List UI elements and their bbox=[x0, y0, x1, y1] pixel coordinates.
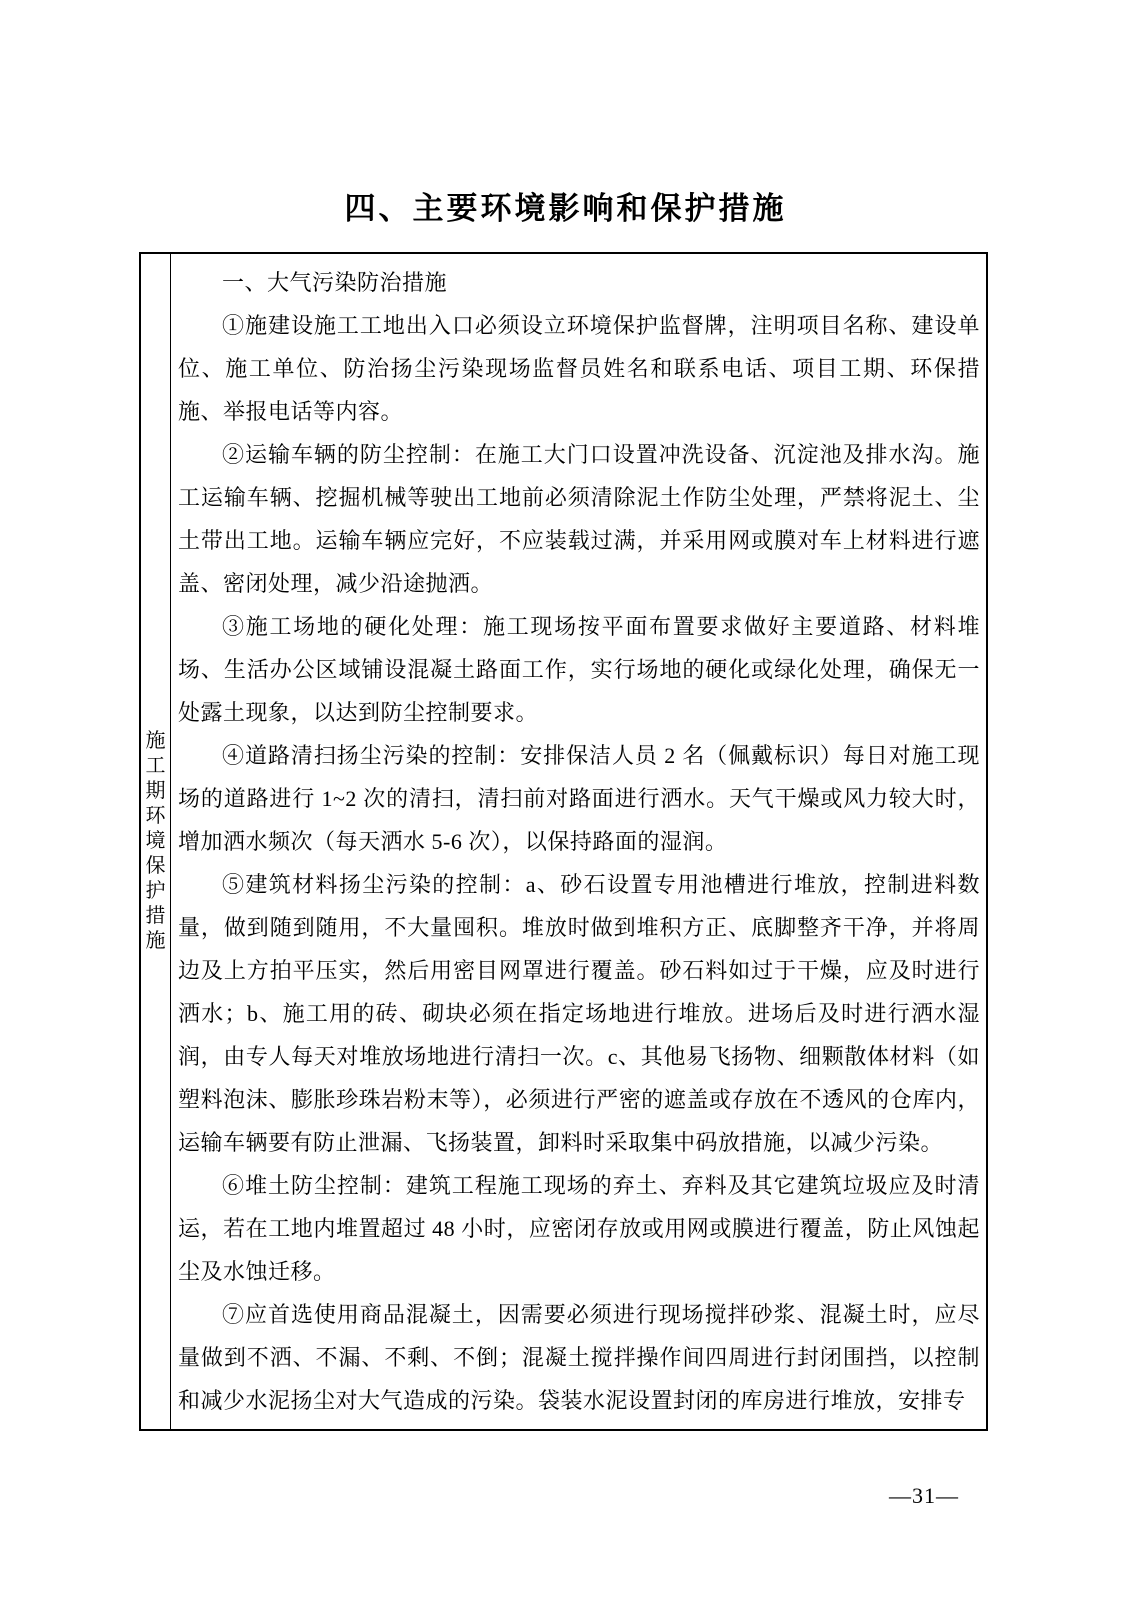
paragraph-3: ③施工场地的硬化处理：施工现场按平面布置要求做好主要道路、材料堆场、生活办公区域铺设混凝土路面工作，实行场地的硬化或绿化处理，确保无一处露土现象，以达到防尘控制要求。 bbox=[178, 614, 980, 725]
paragraph-4: ④道路清扫扬尘污染的控制：安排保洁人员 2 名（佩戴标识）每日对施工现场的道路进行 1~2 次的清扫，清扫前对路面进行洒水。天气干燥或风力较大时，增加洒水频次（每天洒水 5-6 次），以保持路面的湿润。 bbox=[178, 743, 980, 854]
paragraph-6: ⑥堆土防尘控制：建筑工程施工现场的弃土、弃料及其它建筑垃圾应及时清运，若在工地内堆置超过 48 小时，应密闭存放或用网或膜进行覆盖，防止风蚀起尘及水蚀迁移。 bbox=[178, 1173, 980, 1284]
paragraph-2: ②运输车辆的防尘控制：在施工大门口设置冲洗设备、沉淀池及排水沟。施工运输车辆、挖掘机械等驶出工地前必须清除泥土作防尘处理，严禁将泥土、尘土带出工地。运输车辆应完好，不应装载过满，并采用网或膜对车上材料进行遮盖、密闭处理，减少沿途抛洒。 bbox=[178, 442, 980, 596]
measures-table bbox=[139, 252, 988, 1431]
section-heading: 一、大气污染防治措施 bbox=[222, 270, 448, 295]
page-title: 四、主要环境影响和保护措施 bbox=[344, 191, 787, 226]
row-header-label: 施工期环境保护措施 bbox=[145, 730, 166, 952]
paragraph-5: ⑤建筑材料扬尘污染的控制：a、砂石设置专用池槽进行堆放，控制进料数量，做到随到随用，不大量囤积。堆放时做到堆积方正、底脚整齐干净，并将周边及上方拍平压实，然后用密目网罩进行覆盖。砂石料如过于干燥，应及时进行洒水；b、施工用的砖、砌块必须在指定场地进行堆放。进场后及时进行洒水湿润，由专人每天对堆放场地进行清扫一次。c、其他易飞扬物、细颗散体材料（如塑料泡沫、膨胀珍珠岩粉末等），必须进行严密的遮盖或存放在不透风的仓库内，运输车辆要有防止泄漏、飞扬装置，卸料时采取集中码放措施，以减少污染。 bbox=[178, 872, 980, 1155]
page-number: —31— bbox=[889, 1483, 959, 1508]
paragraph-7: ⑦应首选使用商品混凝土，因需要必须进行现场搅拌砂浆、混凝土时，应尽量做到不洒、不漏、不剩、不倒；混凝土搅拌操作间四周进行封闭围挡，以控制和减少水泥扬尘对大气造成的污染。袋装水泥设置封闭的库房进行堆放，安排专 bbox=[178, 1302, 980, 1413]
content-cell bbox=[171, 254, 986, 1429]
paragraph-1: ①施建设施工工地出入口必须设立环境保护监督牌，注明项目名称、建设单位、施工单位、防治扬尘污染现场监督员姓名和联系电话、项目工期、环保措施、举报电话等内容。 bbox=[178, 313, 980, 424]
row-header-cell bbox=[141, 254, 171, 1429]
